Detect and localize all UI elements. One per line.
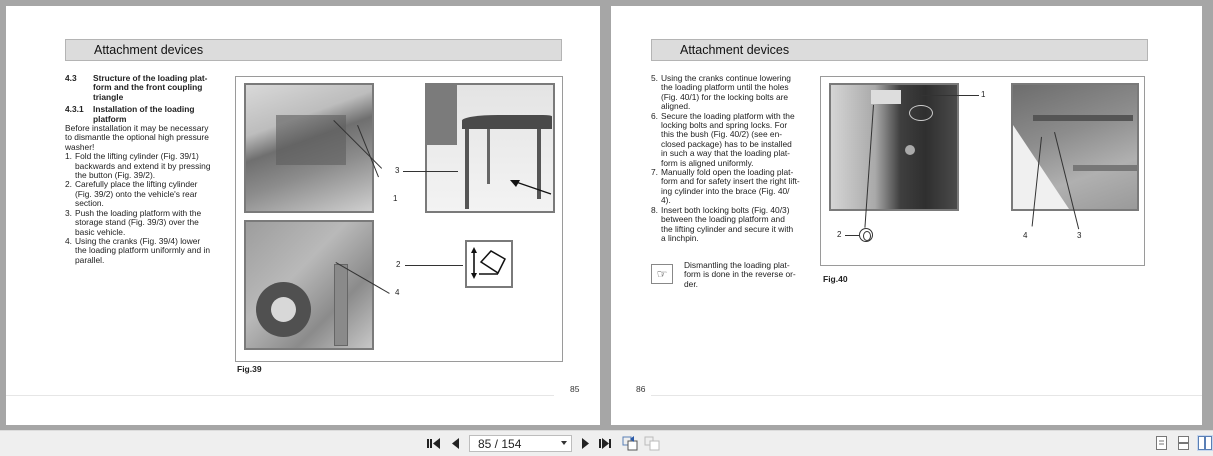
intro-paragraph: Before installation it may be necessary to dismantle the optional high pressure washer! bbox=[65, 123, 209, 152]
step-6: 6. Secure the loading platform with the locking bolts and spring locks. For this the bush (Fig. 40/2) (see en- closed package) has to be installed in such a way that the loading plat- form is aligned uniformly. bbox=[651, 110, 795, 168]
step-2: 2. Carefully place the lifting cylinder (Fig. 39/2) onto the vehicle's rear section. bbox=[65, 179, 198, 209]
callout-4: 4 bbox=[395, 288, 400, 297]
figure-40 bbox=[820, 76, 1145, 266]
callout-1: 1 bbox=[393, 194, 398, 203]
pointing-hand-icon: ☞ bbox=[651, 264, 673, 284]
callout-2: 2 bbox=[837, 230, 842, 239]
page-header bbox=[65, 39, 562, 61]
first-page-icon bbox=[427, 438, 440, 449]
previous-page-icon bbox=[451, 438, 460, 449]
direction-arrow-icon bbox=[506, 177, 556, 197]
page-number-value: 85 / 154 bbox=[478, 437, 522, 451]
bush-icon bbox=[859, 228, 873, 242]
next-view-button[interactable] bbox=[644, 436, 660, 450]
body-text-column bbox=[651, 74, 816, 243]
body-text-column bbox=[65, 74, 235, 265]
next-page-button[interactable] bbox=[579, 436, 591, 450]
step-7: 7. Manually fold open the loading plat- form and for safety insert the right lift- ing cylinder into the brace (Fig. 40/ 4). bbox=[651, 167, 800, 206]
next-page-icon bbox=[581, 438, 590, 449]
continuous-page-icon bbox=[1178, 436, 1189, 450]
document-page-85 bbox=[6, 6, 600, 425]
photo-crank bbox=[244, 220, 374, 350]
last-page-icon bbox=[599, 438, 612, 449]
callout-4: 4 bbox=[1023, 231, 1028, 240]
page-number-select[interactable] bbox=[469, 435, 572, 452]
next-view-icon bbox=[644, 436, 660, 451]
viewer-toolbar bbox=[0, 430, 1213, 456]
document-page-86 bbox=[611, 6, 1202, 425]
previous-view-icon bbox=[622, 436, 638, 451]
callout-3: 3 bbox=[395, 166, 400, 175]
callout-2: 2 bbox=[396, 260, 401, 269]
step-8: 8. Insert both locking bolts (Fig. 40/3) between the loading platform and the lifting cylinder and secure it with a linchpin. bbox=[651, 204, 794, 243]
step-4: 4. Using the cranks (Fig. 39/4) lower the loading platform uniformly and in parallel. bbox=[65, 235, 211, 265]
section-heading: 4.3 Structure of the loading plat- form and the front coupling triangle bbox=[65, 73, 208, 102]
previous-page-button[interactable] bbox=[449, 436, 461, 450]
photo-lifting-cylinder bbox=[1011, 83, 1139, 211]
lift-button-symbol bbox=[465, 240, 513, 288]
figure-39 bbox=[235, 76, 563, 362]
continuous-view-button[interactable] bbox=[1176, 436, 1190, 450]
subsection-heading: 4.3.1 Installation of the loading platform bbox=[65, 104, 195, 124]
facing-pages-icon bbox=[1198, 436, 1212, 450]
last-page-button[interactable] bbox=[598, 436, 612, 450]
facing-pages-view-button[interactable] bbox=[1197, 435, 1213, 451]
photo-vehicle-rear bbox=[244, 83, 374, 213]
callout-3: 3 bbox=[1077, 231, 1082, 240]
note-text: Dismantling the loading plat- form is done in the reverse or- der. bbox=[684, 260, 796, 289]
step-5: 5. Using the cranks continue lowering the loading platform until the holes (Fig. 40/1) for the locking bolts are aligned. bbox=[651, 73, 791, 112]
page-header bbox=[651, 39, 1148, 61]
page-number: 86 bbox=[636, 384, 646, 394]
single-page-icon bbox=[1156, 436, 1167, 450]
chevron-down-icon bbox=[561, 441, 567, 445]
photo-locking-bolts bbox=[829, 83, 959, 211]
first-page-button[interactable] bbox=[426, 436, 440, 450]
page-header-title: Attachment devices bbox=[94, 43, 204, 57]
previous-view-button[interactable] bbox=[622, 436, 638, 450]
single-page-view-button[interactable] bbox=[1154, 436, 1168, 450]
page-header-title: Attachment devices bbox=[680, 43, 790, 57]
step-3: 3. Push the loading platform with the storage stand (Fig. 39/3) over the basic vehicle. bbox=[65, 207, 202, 237]
callout-1: 1 bbox=[981, 90, 986, 99]
step-1: 1. Fold the lifting cylinder (Fig. 39/1) backwards and extend it by pressing the button (Fig. 39/2). bbox=[65, 151, 211, 181]
figure-caption: Fig.40 bbox=[823, 274, 848, 284]
lift-arrow-icon bbox=[467, 242, 511, 286]
page-number: 85 bbox=[570, 384, 580, 394]
figure-caption: Fig.39 bbox=[237, 364, 262, 374]
